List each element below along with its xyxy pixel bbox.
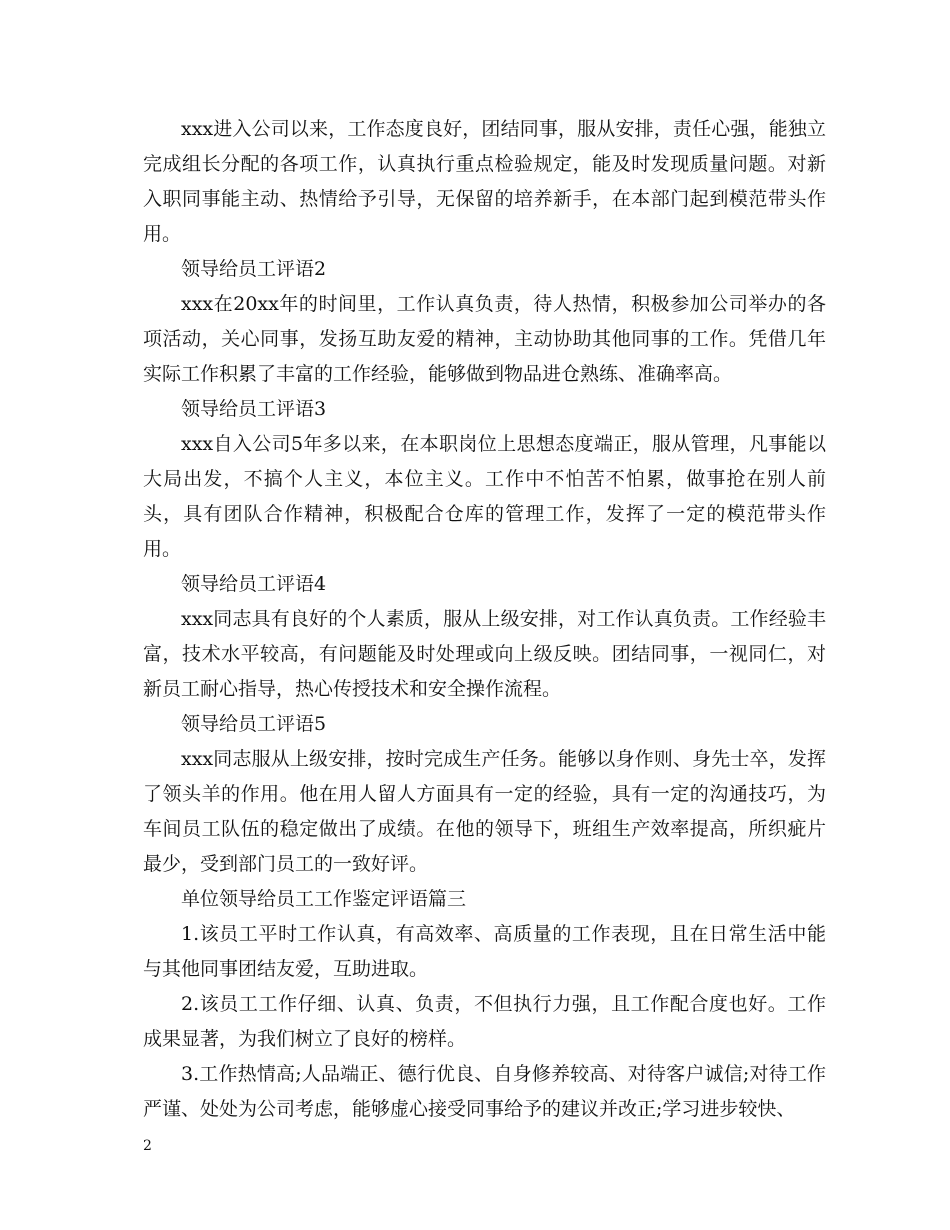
paragraph: xxx自入公司5年多以来，在本职岗位上思想态度端正，服从管理，凡事能以大局出发，不搞个人主义，本位主义。工作中不怕苦不怕累，做事抢在别人前头，具有团队合作精神，积极配合仓库的管理工作，发挥了一定的模范带头作用。 <box>143 433 826 560</box>
section-heading: 单位领导给员工工作鉴定评语篇三 <box>181 888 467 910</box>
document-body <box>143 112 826 1127</box>
paragraph: xxx同志服从上级安排，按时完成生产任务。能够以身作则、身先士卒，发挥了领头羊的作用。他在用人留人方面具有一定的经验，具有一定的沟通技巧，为车间员工队伍的稳定做出了成绩。在他的领导下，班组生产效率提高，所织疵片最少，受到部门员工的一致好评。 <box>143 748 826 875</box>
paragraph: xxx在20xx年的时间里，工作认真负责，待人热情，积极参加公司举办的各项活动，关心同事，发扬互助友爱的精神，主动协助其他同事的工作。凭借几年实际工作积累了丰富的工作经验，能够做到物品进仓熟练、准确率高。 <box>143 293 826 385</box>
section-heading: 领导给员工评语3 <box>181 398 327 420</box>
numbered-paragraph: 1.该员工平时工作认真，有高效率、高质量的工作表现，且在日常生活中能与其他同事团结友爱，互助进取。 <box>143 923 826 980</box>
section-heading: 领导给员工评语2 <box>181 258 327 280</box>
numbered-paragraph: 2.该员工工作仔细、认真、负责，不但执行力强，且工作配合度也好。工作成果显著，为我们树立了良好的榜样。 <box>143 993 826 1050</box>
section-heading: 领导给员工评语5 <box>181 713 327 735</box>
numbered-paragraph: 3.工作热情高;人品端正、德行优良、自身修养较高、对待客户诚信;对待工作严谨、处处为公司考虑，能够虚心接受同事给予的建议并改正;学习进步较快、 <box>143 1063 826 1120</box>
section-heading: 领导给员工评语4 <box>181 573 327 595</box>
page-number: 2 <box>143 1138 152 1154</box>
paragraph: xxx进入公司以来，工作态度良好，团结同事，服从安排，责任心强，能独立完成组长分配的各项工作，认真执行重点检验规定，能及时发现质量问题。对新入职同事能主动、热情给予引导，无保留的培养新手，在本部门起到模范带头作用。 <box>143 118 826 245</box>
paragraph: xxx同志具有良好的个人素质，服从上级安排，对工作认真负责。工作经验丰富，技术水平较高，有问题能及时处理或向上级反映。团结同事，一视同仁，对新员工耐心指导，热心传授技术和安全操作流程。 <box>143 608 826 700</box>
